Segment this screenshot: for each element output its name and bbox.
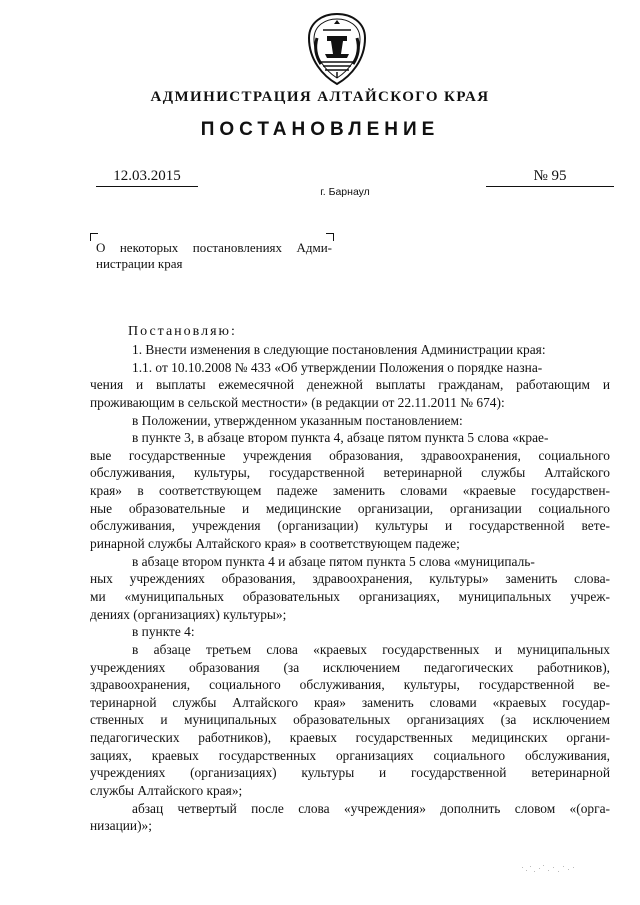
- body-line: здравоохранения, социального обслуживания, культуры, государственной ве-: [90, 677, 610, 693]
- body-line: низации)»;: [90, 818, 152, 834]
- body-line: абзац четвертый после слова «учреждения» дополнить словом «(орга-: [132, 800, 610, 816]
- body-line: ных учреждениях образования, здравоохранения, культуры» заменить слова-: [90, 571, 610, 587]
- body-line: края» в соответствующем падеже заменить словами «краевые государствен-: [90, 483, 610, 499]
- body-line: службы Алтайского края»;: [90, 783, 243, 799]
- body-line: в Положении, утвержденном указанным постановлением:: [132, 412, 463, 428]
- body-line: зациях, краевых государственных организациях социального обслуживания,: [90, 747, 610, 763]
- subject-line: нистрации края: [96, 256, 183, 271]
- body-line: проживающим в сельской местности» (в редакции от 22.11.2011 № 674):: [90, 394, 505, 410]
- subject-line: О некоторых постановлениях Адми-: [96, 240, 332, 255]
- scan-noise: [520, 862, 580, 876]
- body-line: 1.1. от 10.10.2008 № 433 «Об утверждении Положения о порядке назна-: [132, 359, 543, 375]
- body-line: ственных и муниципальных образовательных организациях (за исключением: [90, 712, 610, 728]
- body-line: в пункте 3, в абзаце втором пункта 4, абзаце пятом пункта 5 слова «крае-: [132, 430, 549, 446]
- document-number: № 95: [533, 168, 567, 184]
- document-subject: [96, 240, 332, 272]
- altai-krai-coat-of-arms-icon: [301, 12, 373, 86]
- body-line: ные образовательные и медицинские организации, организации социального: [90, 500, 610, 516]
- organization-title: АДМИНИСТРАЦИЯ АЛТАЙСКОГО КРАЯ: [150, 89, 490, 105]
- body-line: 1. Внести изменения в следующие постановления Администрации края:: [132, 342, 546, 357]
- city-label: г. Барнаул: [320, 186, 370, 198]
- body-line: обслуживания, учреждения (организации) культуры и государственной вете-: [90, 518, 610, 534]
- body-line: ринарной службы Алтайского края» в соответствующем падеже;: [90, 536, 460, 552]
- body-line: чения и выплаты ежемесячной денежной выплаты гражданам, работающим и: [90, 377, 610, 393]
- body-line: учреждениях образования (за исключением педагогических работников),: [90, 659, 610, 675]
- body-line: теринарной службы Алтайского края» заменить словами «краевых государ-: [90, 694, 610, 710]
- body-line: педагогических работников), краевых государственных медицинских органи-: [90, 730, 610, 746]
- body-line: в пункте 4:: [132, 624, 195, 640]
- body-line: учреждениях (организациях) культуры и государственной ветеринарной: [90, 765, 610, 781]
- body-line: в абзаце третьем слова «краевых государственных и муниципальных: [132, 641, 610, 657]
- body-line: обслуживания, культуры, государственной ветеринарной службы Алтайского: [90, 465, 610, 481]
- document-date: 12.03.2015: [113, 168, 181, 184]
- body-line: в абзаце втором пункта 4 и абзаце пятом пункта 5 слова «муниципаль-: [132, 553, 535, 569]
- decree-word: Постановляю:: [128, 324, 237, 339]
- body-line: вые государственные учреждения образования, здравоохранения, социального: [90, 447, 610, 463]
- document-type-title: ПОСТАНОВЛЕНИЕ: [200, 119, 440, 140]
- body-line: дениях (организациях) культуры»;: [90, 606, 287, 622]
- document-body: [90, 341, 610, 835]
- body-line: ми «муниципальных образовательных организациях, муниципальных учреж-: [90, 588, 610, 604]
